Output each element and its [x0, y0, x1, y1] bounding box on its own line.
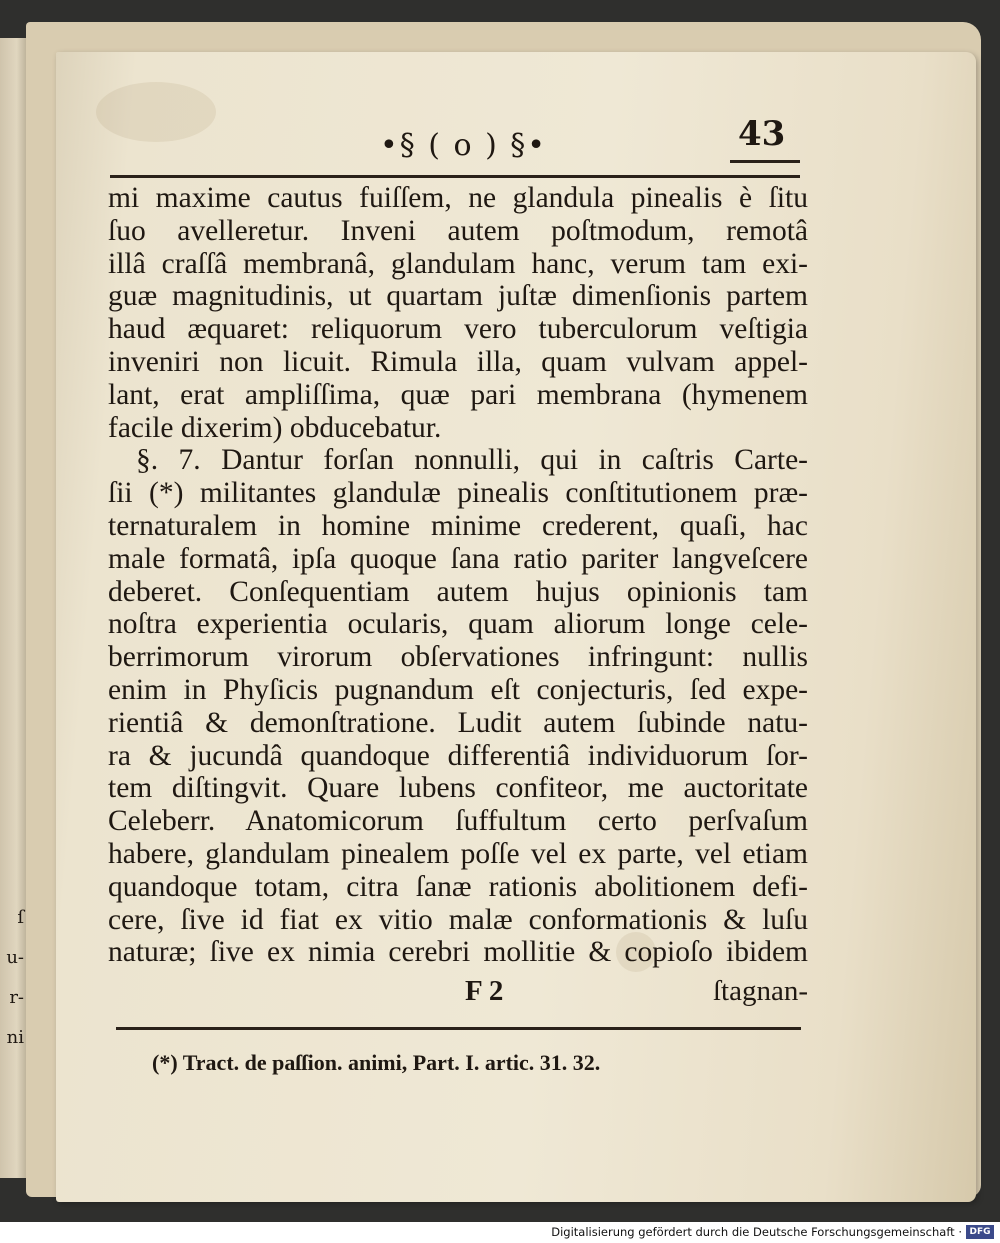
- signature-mark: F 2: [465, 975, 504, 1007]
- catchword-row: [108, 975, 808, 1015]
- text-line: quandoque totam, citra ſanæ rationis abolitionem defi-: [108, 870, 808, 903]
- text-line: mi maxime cautus fuiſſem, ne glandula pinealis è ſitu: [108, 182, 808, 214]
- text-line: §. 7. Dantur forſan nonnulli, qui in caſtris Carte-: [136, 444, 808, 477]
- catchword: ſtagnan-: [712, 975, 808, 1007]
- text-line: ſuo avelleretur. Inveni autem poſtmodum, remotâ: [108, 214, 808, 247]
- page-number-rule: [730, 160, 800, 163]
- page-header: [110, 110, 800, 170]
- text-line: Celeberr. Anatomicorum ſuffultum certo perſvaſum: [108, 805, 808, 838]
- text-line: noſtra experientia ocularis, quam aliorum longe cele-: [108, 608, 808, 641]
- text-line: rientiâ & demonſtratione. Ludit autem ſubinde natu-: [108, 706, 808, 739]
- text-line: naturæ; ſive ex nimia cerebri mollitie & copioſo ibidem: [108, 936, 808, 969]
- left-page-fragments: [0, 898, 24, 1058]
- text-line: habere, glandulam pinealem poſſe vel ex parte, vel etiam: [108, 837, 808, 870]
- left-fragment: ni: [6, 1027, 24, 1048]
- text-line: male formatâ, ipſa quoque ſana ratio pariter langveſcere: [108, 542, 808, 575]
- credit-bar: [0, 1222, 1000, 1243]
- text-line: inveniri non licuit. Rimula illa, quam vulvam appel-: [108, 345, 808, 378]
- text-line: guæ magnitudinis, ut quartam juſtæ dimenſionis partem: [108, 280, 808, 313]
- left-fragment: ſ: [17, 907, 24, 928]
- text-line: deberet. Conſequentiam autem hujus opinionis tam: [108, 575, 808, 608]
- header-rule: [110, 175, 800, 178]
- text-line: ternaturalem in homine minime crederent, quaſi, hac: [108, 509, 808, 542]
- dfg-logo-icon: DFG: [966, 1225, 994, 1239]
- footnote-rule: [116, 1027, 801, 1030]
- left-fragment: u-: [6, 947, 24, 968]
- left-page-edge: [0, 38, 28, 1178]
- body-text: [108, 182, 808, 969]
- page-number: 43: [738, 114, 786, 154]
- text-line: cere, ſive id fiat ex vitio malæ conformationis & luſu: [108, 903, 808, 936]
- text-line: tem diſtingvit. Quare lubens confiteor, me auctoritate: [108, 772, 808, 805]
- footnote: (*) Tract. de paſſion. animi, Part. I. artic. 31. 32.: [152, 1050, 601, 1075]
- text-line: lant, erat ampliſſima, quæ pari membrana (hymenem: [108, 378, 808, 411]
- header-ornament: •§ ( o ) §•: [380, 128, 548, 163]
- text-line: facile dixerim) obducebatur.: [108, 411, 442, 444]
- text-line: haud æquaret: reliquorum vero tuberculorum veſtigia: [108, 313, 808, 346]
- text-line: ra & jucundâ quandoque differentiâ individuorum ſor-: [108, 739, 808, 772]
- credit-text: Digitalisierung gefördert durch die Deutsche Forschungsgemeinschaft ·: [551, 1225, 962, 1239]
- text-line: enim in Phyſicis pugnandum eſt conjecturis, ſed expe-: [108, 673, 808, 706]
- text-line: ſii (*) militantes glandulæ pinealis conſtitutionem præ-: [108, 477, 808, 510]
- text-line: illâ craſſâ membranâ, glandulam hanc, verum tam exi-: [108, 247, 808, 280]
- text-line: berrimorum virorum obſervationes infringunt: nullis: [108, 641, 808, 674]
- left-fragment: r-: [9, 987, 24, 1008]
